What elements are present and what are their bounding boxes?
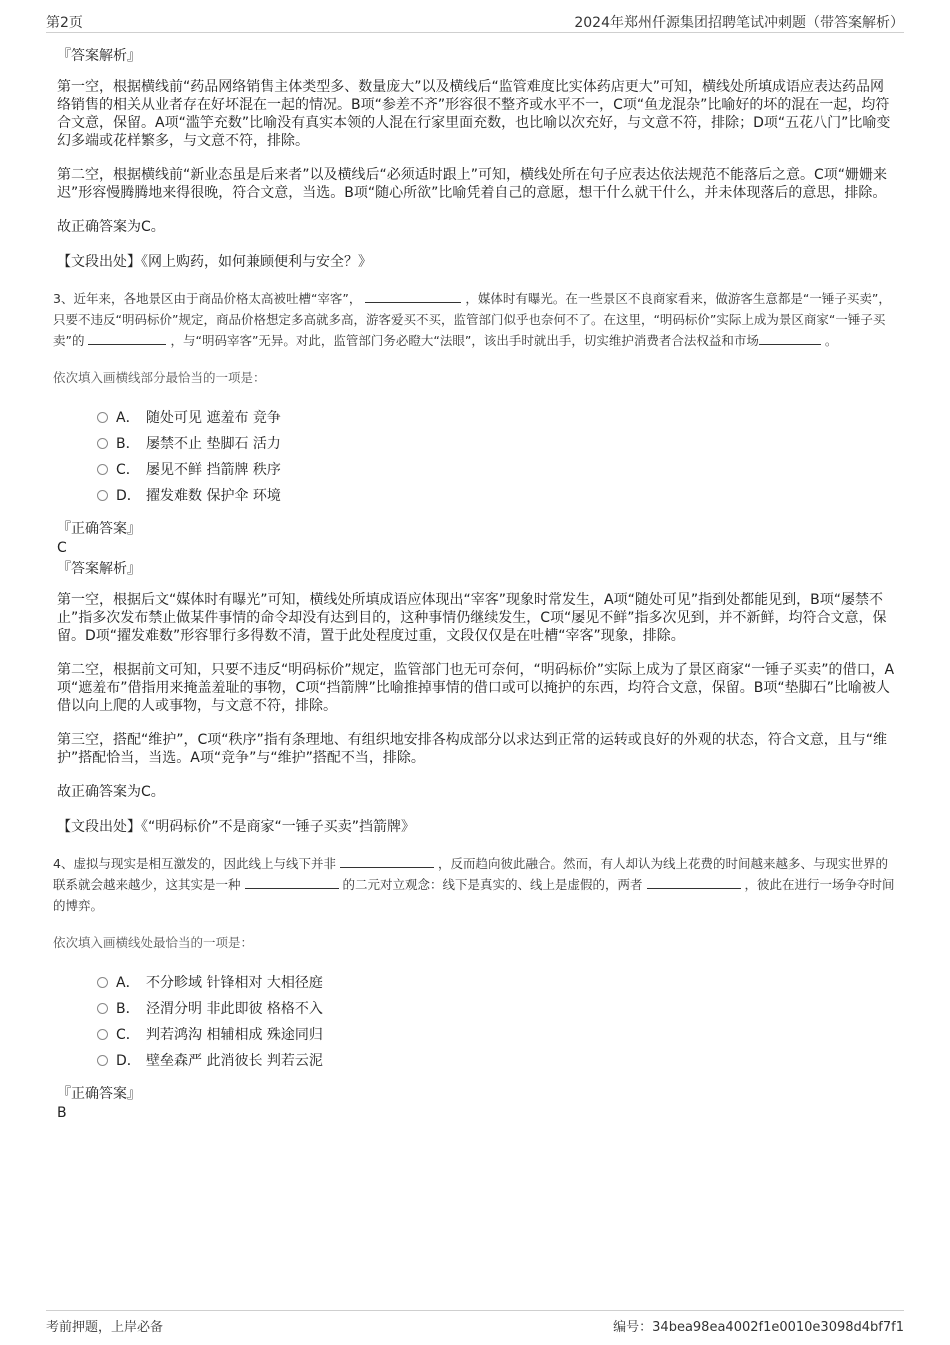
- q3-conclusion: 故正确答案为C。: [57, 784, 165, 800]
- page-number: 第2页: [46, 15, 83, 31]
- q4-blank-1: [340, 855, 434, 868]
- q4-stem-part-3: 的二元对立观念：线下是真实的、线上是虚假的，两者: [342, 877, 643, 892]
- radio-icon[interactable]: [97, 1055, 108, 1066]
- radio-icon[interactable]: [97, 438, 108, 449]
- q3-options: [97, 405, 897, 509]
- q4-correct-answer: B: [57, 1105, 67, 1121]
- radio-icon[interactable]: [97, 412, 108, 423]
- q4-prompt: 依次填入画横线处最恰当的一项是：: [53, 935, 254, 950]
- q3-source: 【文段出处】《“明码标价”不是商家“一锤子买卖”挡箭牌》: [57, 819, 416, 835]
- page-footer: [46, 1310, 904, 1335]
- q3-blank-3: [759, 332, 821, 345]
- q3-blank-2: [88, 332, 166, 345]
- document-title: 2024年郑州仟源集团招聘笔试冲刺题（带答案解析）: [574, 15, 904, 31]
- q3-correct-answer: C: [57, 540, 67, 556]
- document-id: 编号：34bea98ea4002f1e0010e3098d4bf7f1: [613, 1320, 904, 1335]
- q3-analysis-para-2: 第二空，根据前文可知，只要不违反“明码标价”规定，监管部门也无可奈何，“明码标价”实际上成为了景区商家“一锤子买卖”的借口，A项“遮羞布”借指用来掩盖羞耻的事物，C项“挡箭牌”比喻推掉事情的借口或可以掩护的东西，均符合文意，保留。B项“垫脚石”比喻被人借以向上爬的人或事物，与文意不符，排除。: [57, 662, 895, 714]
- q2-analysis-tag: 『答案解析』: [57, 48, 141, 64]
- q3-blank-1: [365, 290, 461, 303]
- page-header: [46, 10, 904, 33]
- q3-stem-part-2: ，媒体时有曝光。在一些景区不良商家看来，做游客生意都是“一锤子买卖”，只要不违反“明码标价”规定，商品价格想定多高就多高，游客爱买不买，监管部门似乎也奈何不了。在这里，“明码标价”实际上成为景区商家“一锤子买卖”的: [53, 291, 891, 348]
- radio-icon[interactable]: [97, 464, 108, 475]
- radio-icon[interactable]: [97, 1029, 108, 1040]
- q4-correct-tag: 『正确答案』: [57, 1086, 141, 1102]
- q4-stem: [53, 853, 897, 916]
- q2-analysis-para-1: 第一空，根据横线前“药品网络销售主体类型多、数量庞大”以及横线后“监管难度比实体药店更大”可知，横线处所填成语应表达药品网络销售的相关从业者存在好坏混在一起的情况。B项“参差不齐”形容很不整齐或水平不一，C项“鱼龙混杂”比喻好的坏的混在一起，均符合文意，保留。A项“滥竽充数”比喻没有真实本领的人混在行家里面充数，也比喻以次充好，与文意不符，排除；D项“五花八门”比喻变幻多端或花样繁多，与文意不符，排除。: [57, 79, 891, 149]
- radio-icon[interactable]: [97, 490, 108, 501]
- q4-option-d[interactable]: D． 壁垒森严 此消彼长 判若云泥: [97, 1048, 897, 1074]
- q3-option-d[interactable]: D． 擢发难数 保护伞 环境: [97, 483, 897, 509]
- q4-stem-part-2: ，反而趋向彼此融合。然而，有人却认为线上花费的时间越来越多、与现实世界的联系就会越来越少，这其实是一种: [53, 856, 888, 892]
- document-body: [53, 46, 897, 1122]
- q4-blank-2: [245, 876, 339, 889]
- q3-stem-part-1: 3、近年来，各地景区由于商品价格太高被吐槽“宰客”，: [53, 291, 362, 306]
- q3-option-b[interactable]: B． 屡禁不止 垫脚石 活力: [97, 431, 897, 457]
- q4-options: [97, 970, 897, 1074]
- q3-option-a[interactable]: A． 随处可见 遮羞布 竞争: [97, 405, 897, 431]
- q3-option-c[interactable]: C． 屡见不鲜 挡箭牌 秩序: [97, 457, 897, 483]
- q4-option-b[interactable]: B． 泾渭分明 非此即彼 格格不入: [97, 996, 897, 1022]
- q3-analysis-tag: 『答案解析』: [57, 561, 141, 577]
- q4-option-c[interactable]: C． 判若鸿沟 相辅相成 殊途同归: [97, 1022, 897, 1048]
- q4-stem-part-4: ，彼此在进行一场争夺时间的博弈。: [53, 877, 895, 913]
- q3-analysis-para-3: 第三空，搭配“维护”，C项“秩序”指有条理地、有组织地安排各构成部分以求达到正常的运转或良好的外观的状态，符合文意，且与“维护”搭配恰当，当选。A项“竞争”与“维护”搭配不当，排除。: [57, 732, 888, 766]
- q4-option-a[interactable]: A． 不分畛域 针锋相对 大相径庭: [97, 970, 897, 996]
- q2-analysis-para-2: 第二空，根据横线前“新业态虽是后来者”以及横线后“必须适时跟上”可知，横线处所在句子应表达依法规范不能落后之意。C项“姗姗来迟”形容慢腾腾地来得很晚，符合文意，当选。B项“随心所欲”比喻凭着自己的意愿，想干什么就干什么，并未体现落后的意思，排除。: [57, 167, 888, 201]
- q3-stem-part-3: ，与“明码宰客”无异。对此，监管部门务必瞪大“法眼”，该出手时就出手，切实维护消费者合法权益和市场: [170, 333, 759, 348]
- q2-source: 【文段出处】《网上购药，如何兼顾便利与安全？》: [57, 254, 372, 270]
- footer-slogan: 考前押题，上岸必备: [46, 1320, 164, 1335]
- radio-icon[interactable]: [97, 1003, 108, 1014]
- q3-analysis-para-1: 第一空，根据后文“媒体时有曝光”可知，横线处所填成语应体现出“宰客”现象时常发生，A项“随处可见”指到处都能见到，B项“屡禁不止”指多次发布禁止做某件事情的命令却没有达到目的，这种事情仍继续发生，C项“屡见不鲜”指多次见到，并不新鲜，均符合文意，保留。D项“擢发难数”形容罪行多得数不清，置于此处程度过重，文段仅仅是在吐槽“宰客”现象，排除。: [57, 592, 887, 644]
- q3-stem-part-4: 。: [824, 333, 838, 348]
- q3-stem: [53, 288, 897, 351]
- q2-conclusion: 故正确答案为C。: [57, 219, 165, 235]
- radio-icon[interactable]: [97, 977, 108, 988]
- q3-prompt: 依次填入画横线部分最恰当的一项是：: [53, 370, 266, 385]
- q4-stem-part-1: 4、虚拟与现实是相互激发的，因此线上与线下并非: [53, 856, 336, 871]
- q4-blank-3: [647, 876, 741, 889]
- q3-correct-tag: 『正确答案』: [57, 521, 141, 537]
